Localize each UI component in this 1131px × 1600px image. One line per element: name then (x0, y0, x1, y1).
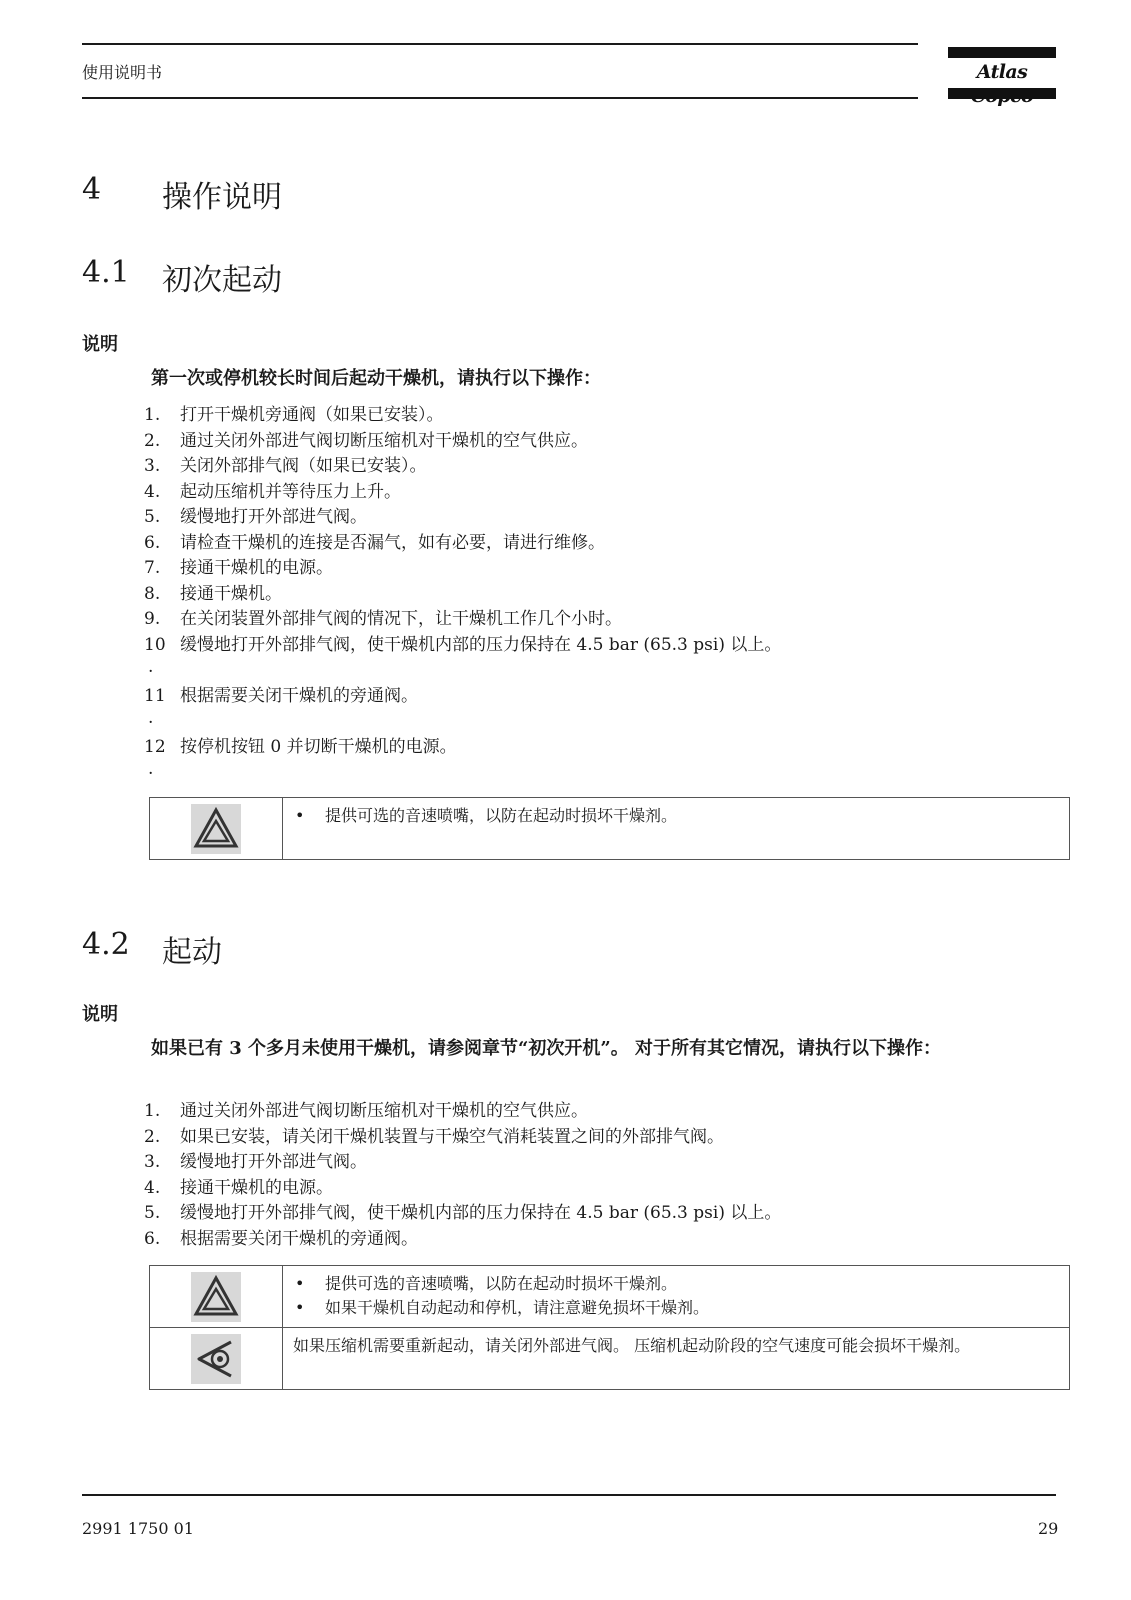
description-label: 说明 (82, 334, 118, 355)
note-bullet: • 提供可选的音速喷嘴，以防在起动时损坏干燥剂。 (293, 804, 1061, 828)
note-icon-cell (150, 1266, 283, 1328)
section-heading-4-1 (82, 255, 482, 298)
document-code: 2991 1750 01 (82, 1519, 194, 1538)
note-bullet: • 如果干燥机自动起动和停机，请注意避免损坏干燥剂。 (293, 1296, 1061, 1320)
footer-rule (82, 1494, 1056, 1496)
note-bullet: • 提供可选的音速喷嘴，以防在起动时损坏干燥剂。 (293, 1272, 1061, 1296)
list-item: 4. 起动压缩机并等待压力上升。 (144, 481, 401, 502)
list-item: 5. 缓慢地打开外部排气阀，使干燥机内部的压力保持在 4.5 bar (65.3 psi) 以上。 (144, 1203, 782, 1223)
chapter-number: 4 (82, 172, 102, 207)
logo-top-bar (948, 47, 1056, 58)
header-bottom-rule (82, 97, 918, 99)
section-intro: 第一次或停机较长时间后起动干燥机，请执行以下操作： (151, 368, 601, 389)
section-title: 初次起动 (162, 263, 282, 298)
steps-list-4-2 (144, 1099, 1044, 1252)
section-intro: 如果已有 3 个多月未使用干燥机，请参阅章节“初次开机”。 对于所有其它情况，请执行以下操作： (151, 1038, 942, 1059)
warning-triangle-icon (191, 804, 241, 854)
chapter-heading (82, 172, 482, 215)
note-icon-cell (150, 1328, 283, 1390)
steps-list-4-1 (144, 403, 1044, 786)
section-number: 4.2 (82, 927, 130, 962)
list-item: 6. 请检查干燥机的连接是否漏气，如有必要，请进行维修。 (144, 532, 605, 553)
list-item: 5. 缓慢地打开外部进气阀。 (144, 507, 367, 527)
list-item: 6. 根据需要关闭干燥机的旁通阀。 (144, 1228, 418, 1249)
list-item: 7. 接通干燥机的电源。 (144, 558, 333, 578)
list-item: 2. 如果已安装，请关闭干燥机装置与干燥空气消耗装置之间的外部排气阀。 (144, 1126, 724, 1147)
atlas-copco-logo (948, 47, 1056, 99)
list-item: 11 根据需要关闭干燥机的旁通阀。 . (144, 685, 418, 728)
logo-bottom-bar (948, 88, 1056, 99)
section-heading-4-2 (82, 927, 482, 970)
note-box-4-2 (149, 1265, 1070, 1390)
warning-triangle-icon (191, 1272, 241, 1322)
list-item: 8. 接通干燥机。 (144, 583, 282, 604)
list-item: 3. 缓慢地打开外部进气阀。 (144, 1152, 367, 1172)
list-item: 12 按停机按钮 0 并切断干燥机的电源。 . (144, 736, 457, 779)
header-top-rule (82, 43, 918, 45)
chapter-title: 操作说明 (162, 180, 282, 215)
list-item: 1. 通过关闭外部进气阀切断压缩机对干燥机的空气供应。 (144, 1101, 588, 1121)
page-number: 29 (1038, 1519, 1059, 1538)
eye-attention-icon (191, 1334, 241, 1384)
list-item: 2. 通过关闭外部进气阀切断压缩机对干燥机的空气供应。 (144, 430, 588, 451)
section-title: 起动 (162, 935, 222, 970)
list-item: 10 缓慢地打开外部排气阀，使干燥机内部的压力保持在 4.5 bar (65.3 psi) 以上。 . (144, 634, 782, 677)
document-title: 使用说明书 (82, 63, 163, 82)
logo-wordmark: Atlas (976, 61, 1028, 83)
note-text-cell (283, 798, 1070, 860)
list-item: 1. 打开干燥机旁通阀（如果已安装）。 (144, 405, 444, 425)
list-item: 4. 接通干燥机的电源。 (144, 1177, 333, 1198)
note-box-4-1 (149, 797, 1070, 860)
section-number: 4.1 (82, 255, 130, 290)
list-item: 9. 在关闭装置外部排气阀的情况下，让干燥机工作几个小时。 (144, 609, 622, 629)
note-text-cell (283, 1328, 1070, 1390)
note-icon-cell (150, 798, 283, 860)
list-item: 3. 关闭外部排气阀（如果已安装）。 (144, 456, 427, 476)
note-text-cell (283, 1266, 1070, 1328)
note-text: 如果压缩机需要重新起动，请关闭外部进气阀。 压缩机起动阶段的空气速度可能会损坏干燥剂。 (293, 1336, 971, 1355)
description-label: 说明 (82, 1004, 118, 1025)
